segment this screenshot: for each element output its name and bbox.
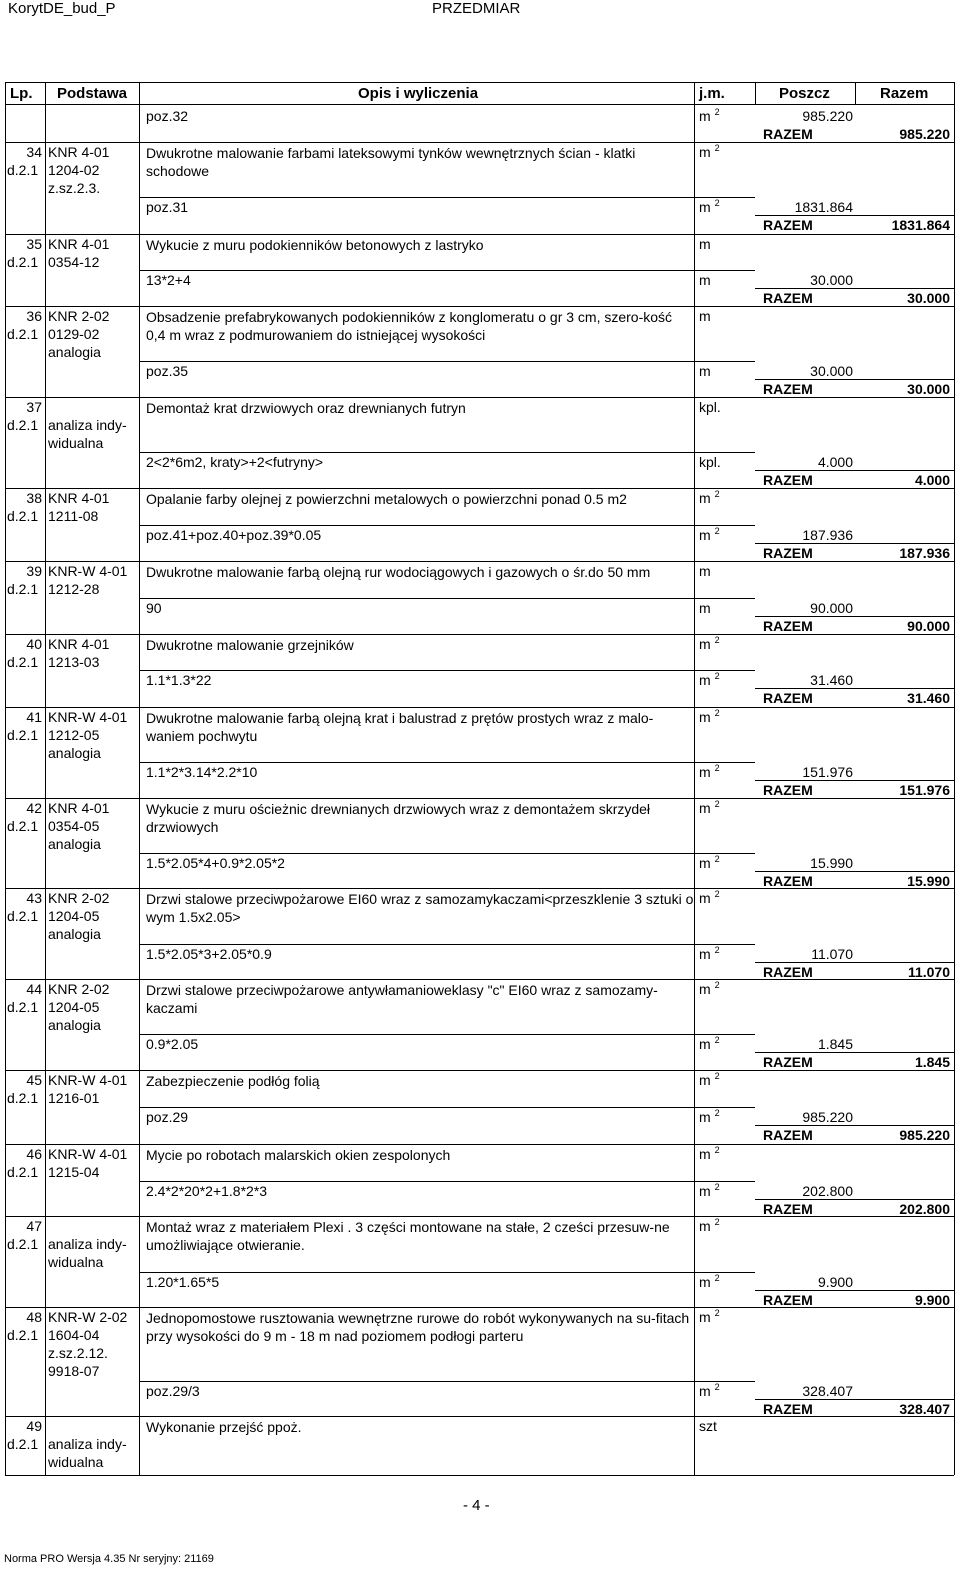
footer-serial: Norma PRO Wersja 4.35 Nr seryjny: 21169 (4, 1553, 214, 1565)
item-podstawa-line: 0354-05 (48, 818, 100, 834)
item-unit: m $^2$ (699, 980, 720, 997)
item-podstawa-line: analogia (48, 745, 101, 761)
item-poszcz: 202.800 (802, 1183, 853, 1199)
col-sep-5 (855, 82, 856, 104)
item-d: d.2.1 (7, 1164, 39, 1180)
item-calc: 13*2+4 (146, 272, 191, 288)
item-unit: m $^2$ (699, 143, 720, 160)
item-poszcz: 4.000 (817, 454, 853, 470)
item-lp: 43 (26, 890, 42, 906)
item-poszcz: 985.220 (802, 1109, 853, 1125)
item-razem: 985.220 (899, 1127, 950, 1143)
item-lp: 38 (26, 490, 42, 506)
item-description: Dwukrotne malowanie farbami lateksowymi tynków wewnętrznych ścian - klatki schodowe (146, 145, 636, 179)
item-podstawa-line: 0129-02 (48, 326, 100, 342)
item-podstawa-line: widualna (48, 435, 104, 451)
header-bottom-border (5, 104, 954, 105)
frame-right (954, 82, 955, 1475)
calc-line (139, 270, 755, 271)
calc-line (139, 1181, 755, 1182)
item-lp: 47 (26, 1218, 42, 1234)
item-razem-label: RAZEM (763, 1201, 813, 1217)
item-description: Wykonanie przejść ppoż. (146, 1419, 302, 1435)
col-lp: Lp. (10, 85, 33, 102)
item-calc-unit: m $^2$ (699, 671, 720, 688)
row-separator (5, 234, 954, 235)
item-unit: m $^2$ (699, 1217, 720, 1234)
item-description: Drzwi stalowe przeciwpożarowe antywłamanioweklasy "c" EI60 wraz z samozamy-kaczami (146, 982, 658, 1016)
item-podstawa-line: z.sz.2.12. (48, 1345, 108, 1361)
item-poszcz: 11.070 (811, 946, 853, 962)
item-razem-label: RAZEM (763, 782, 813, 798)
col-jm: j.m. (699, 85, 725, 102)
item-podstawa-line: 1204-05 (48, 908, 100, 924)
item-poszcz: 328.407 (802, 1383, 853, 1399)
item-d: d.2.1 (7, 326, 39, 342)
item-d: d.2.1 (7, 727, 39, 743)
item-calc: poz.29 (146, 1109, 189, 1125)
item-calc: 90 (146, 600, 162, 616)
item-podstawa-line: 1204-05 (48, 999, 100, 1015)
item-razem: 9.900 (914, 1292, 950, 1308)
row-separator (5, 707, 954, 708)
item-podstawa-line: analiza indy- (48, 1236, 127, 1252)
calc-line (139, 762, 755, 763)
item-razem-label: RAZEM (763, 1292, 813, 1308)
frame-left (5, 82, 6, 1475)
item-calc-unit: m (699, 272, 711, 288)
item-razem-label: RAZEM (763, 1054, 813, 1070)
item-razem-label: RAZEM (763, 545, 813, 561)
item-podstawa-line: 1204-02 (48, 162, 100, 178)
item-lp: 45 (26, 1072, 42, 1088)
document-type: PRZEDMIAR (432, 0, 521, 17)
item-podstawa-line: 1212-05 (48, 727, 100, 743)
item-unit: m $^2$ (699, 1308, 720, 1325)
item-unit: m (699, 308, 711, 324)
calc-line (139, 1034, 755, 1035)
item-podstawa-line: 1211-08 (48, 508, 99, 524)
item-description: Zabezpieczenie podłóg folią (146, 1073, 320, 1089)
col-poszcz: Poszcz (779, 85, 830, 102)
item-calc-unit: m (699, 600, 711, 616)
calc-line (139, 944, 755, 945)
item-d: d.2.1 (7, 1436, 39, 1452)
item-lp: 48 (26, 1309, 42, 1325)
item-podstawa-line: 1216-01 (48, 1090, 100, 1106)
item-podstawa-line: widualna (48, 1254, 104, 1270)
item-lp: 35 (26, 236, 42, 252)
item-razem: 30.000 (907, 290, 950, 306)
table-top-border (5, 82, 954, 83)
item-calc: 2.4*2*20*2+1.8*2*3 (146, 1183, 268, 1199)
item-razem: 90.000 (907, 618, 950, 634)
item-d: d.2.1 (7, 1090, 39, 1106)
item-poszcz: 1831.864 (794, 199, 853, 215)
item-calc-unit: m $^2$ (699, 1182, 720, 1199)
item-razem-label: RAZEM (763, 873, 813, 889)
item-poszcz: 15.990 (810, 855, 853, 871)
item-podstawa-line: 0354-12 (48, 254, 100, 270)
item-podstawa-line: 1604-04 (48, 1327, 100, 1343)
item-razem: 31.460 (907, 690, 950, 706)
item-podstawa-line: KNR 4-01 (48, 800, 110, 816)
item-razem-label: RAZEM (763, 217, 813, 233)
item-calc: 1.1*2*3.14*2.2*10 (146, 764, 258, 780)
calc-line (139, 1381, 755, 1382)
carryover-razem: 985.220 (899, 126, 950, 142)
item-calc: 1.5*2.05*4+0.9*2.05*2 (146, 855, 285, 871)
item-calc-unit: m $^2$ (699, 526, 720, 543)
calc-line (139, 452, 755, 453)
item-calc-unit: m (699, 363, 711, 379)
item-description: Dwukrotne malowanie grzejników (146, 637, 354, 653)
calc-line (139, 361, 755, 362)
item-d: d.2.1 (7, 818, 39, 834)
item-podstawa-line: analogia (48, 926, 101, 942)
calc-line (139, 197, 755, 198)
item-d: d.2.1 (7, 1236, 39, 1252)
item-description: Dwukrotne malowanie farbą olejną krat i balustrad z prętów prostych wraz z malo-waniem pochwytu (146, 710, 654, 744)
item-podstawa-line: KNR 4-01 (48, 636, 110, 652)
page-number: - 4 - (463, 1497, 490, 1514)
item-d: d.2.1 (7, 254, 39, 270)
item-description: Jednopomostowe rusztowania wewnętrzne rurowe do robót wykonywanych na su-fitach przy wysokości do 9 m - 18 m nad poziomem podłogi parteru (146, 1310, 690, 1344)
item-calc: 1.1*1.3*22 (146, 672, 212, 688)
item-d: d.2.1 (7, 508, 39, 524)
item-podstawa-line: analogia (48, 836, 101, 852)
item-podstawa-line: KNR 4-01 (48, 490, 110, 506)
carryover-razem-label: RAZEM (763, 126, 813, 142)
item-podstawa-line: KNR-W 4-01 (48, 1146, 128, 1162)
item-calc: poz.41+poz.40+poz.39*0.05 (146, 527, 322, 543)
item-razem-label: RAZEM (763, 1127, 813, 1143)
item-razem-label: RAZEM (763, 381, 813, 397)
item-d: d.2.1 (7, 162, 39, 178)
item-calc-unit: m $^2$ (699, 1035, 720, 1052)
item-razem-label: RAZEM (763, 290, 813, 306)
item-calc: poz.29/3 (146, 1383, 200, 1399)
item-razem: 151.976 (899, 782, 950, 798)
item-lp: 42 (26, 800, 42, 816)
item-podstawa-line: KNR-W 4-01 (48, 1072, 128, 1088)
item-lp: 39 (26, 563, 42, 579)
item-d: d.2.1 (7, 908, 39, 924)
item-unit: m $^2$ (699, 635, 720, 652)
item-razem-label: RAZEM (763, 690, 813, 706)
item-d: d.2.1 (7, 654, 39, 670)
item-lp: 36 (26, 308, 42, 324)
item-description: Montaż wraz z materiałem Plexi . 3 części montowane na stałe, 2 cześci przesuw-ne umożliwiające otwieranie. (146, 1219, 670, 1253)
item-razem: 30.000 (907, 381, 950, 397)
item-unit: m $^2$ (699, 799, 720, 816)
item-razem: 1831.864 (891, 217, 950, 233)
item-podstawa-line: KNR 2-02 (48, 981, 110, 997)
item-poszcz: 9.900 (817, 1274, 853, 1290)
row-separator (5, 1144, 954, 1145)
item-unit: m $^2$ (699, 1071, 720, 1088)
calc-line (139, 853, 755, 854)
item-calc: poz.35 (146, 363, 189, 379)
item-podstawa-line: KNR-W 4-01 (48, 563, 128, 579)
col-sep-2 (139, 82, 140, 1475)
item-lp: 34 (26, 144, 42, 160)
item-unit: szt (699, 1418, 717, 1434)
item-poszcz: 90.000 (810, 600, 853, 616)
item-podstawa-line: analiza indy- (48, 1436, 127, 1452)
item-d: d.2.1 (7, 999, 39, 1015)
item-razem: 328.407 (899, 1401, 950, 1417)
col-podstawa: Podstawa (57, 85, 128, 102)
item-description: Demontaż krat drzwiowych oraz drewnianych futryn (146, 400, 466, 416)
item-razem-label: RAZEM (763, 472, 813, 488)
item-podstawa-line: analogia (48, 1017, 101, 1033)
item-razem: 187.936 (899, 545, 950, 561)
item-podstawa-line: KNR 2-02 (48, 308, 110, 324)
item-lp: 40 (26, 636, 42, 652)
item-poszcz: 30.000 (810, 363, 853, 379)
item-unit: m $^2$ (699, 889, 720, 906)
item-razem-label: RAZEM (763, 618, 813, 634)
item-lp: 41 (26, 709, 42, 725)
col-sep-3 (694, 82, 695, 1475)
item-podstawa-line: analiza indy- (48, 417, 127, 433)
item-razem-label: RAZEM (763, 1401, 813, 1417)
item-calc-unit: kpl. (699, 454, 721, 470)
carryover-unit: m $^2$ (699, 107, 720, 124)
carryover-calc: poz.32 (146, 108, 189, 124)
item-unit: m $^2$ (699, 1145, 720, 1162)
carryover-poszcz: 985.220 (802, 108, 853, 124)
item-unit: kpl. (699, 399, 721, 415)
item-podstawa-line: 9918-07 (48, 1363, 100, 1379)
col-sep-4 (755, 82, 756, 104)
document-name: KorytDE_bud_P (8, 0, 116, 17)
item-lp: 49 (26, 1418, 42, 1434)
item-poszcz: 187.936 (802, 527, 853, 543)
col-opis: Opis i wyliczenia (358, 85, 479, 102)
item-razem: 1.845 (914, 1054, 950, 1070)
calc-line (139, 525, 755, 526)
item-unit: m (699, 236, 711, 252)
item-calc-unit: m $^2$ (699, 854, 720, 871)
item-description: Opalanie farby olejnej z powierzchni metalowych o powierzchni ponad 0.5 m2 (146, 491, 627, 507)
calc-line (139, 1272, 755, 1273)
item-podstawa-line: 1212-28 (48, 581, 100, 597)
item-unit: m (699, 563, 711, 579)
calc-line (139, 1107, 755, 1108)
item-poszcz: 1.845 (817, 1036, 853, 1052)
item-razem: 4.000 (914, 472, 950, 488)
item-razem-label: RAZEM (763, 964, 813, 980)
item-description: Obsadzenie prefabrykowanych podokienników z konglomeratu o gr 3 cm, szero-kość 0,4 m wraz z podmurowaniem do istniejącej wysokości (146, 309, 673, 343)
item-calc-unit: m $^2$ (699, 1382, 720, 1399)
table-bottom-border (5, 1475, 954, 1476)
item-podstawa-line: widualna (48, 1454, 104, 1470)
col-razem: Razem (880, 85, 929, 102)
item-podstawa-line: KNR 2-02 (48, 890, 110, 906)
item-podstawa-line: KNR 4-01 (48, 236, 110, 252)
item-poszcz: 30.000 (810, 272, 853, 288)
item-description: Mycie po robotach malarskich okien zespolonych (146, 1147, 451, 1163)
item-poszcz: 151.976 (802, 764, 853, 780)
item-podstawa-line: KNR-W 4-01 (48, 709, 128, 725)
item-description: Wykucie z muru podokienników betonowych z lastryko (146, 237, 484, 253)
item-calc-unit: m $^2$ (699, 198, 720, 215)
item-razem: 202.800 (899, 1201, 950, 1217)
item-unit: m $^2$ (699, 489, 720, 506)
item-lp: 46 (26, 1146, 42, 1162)
col-sep-1 (45, 82, 46, 1475)
item-calc-unit: m $^2$ (699, 945, 720, 962)
item-lp: 44 (26, 981, 42, 997)
item-calc: 2<2*6m2, kraty>+2<futryny> (146, 454, 324, 470)
calc-line (139, 598, 755, 599)
item-description: Wykucie z muru ościeżnic drewnianych drzwiowych wraz z demontażem skrzydeł drzwiowych (146, 801, 651, 835)
item-razem: 11.070 (907, 964, 950, 980)
item-podstawa-line: KNR-W 2-02 (48, 1309, 128, 1325)
item-calc: 0.9*2.05 (146, 1036, 199, 1052)
item-d: d.2.1 (7, 1327, 39, 1343)
item-razem: 15.990 (907, 873, 950, 889)
item-description: Dwukrotne malowanie farbą olejną rur wodociągowych i gazowych o śr.do 50 mm (146, 564, 651, 580)
item-calc-unit: m $^2$ (699, 1108, 720, 1125)
item-unit: m $^2$ (699, 708, 720, 725)
item-lp: 37 (26, 399, 42, 415)
item-poszcz: 31.460 (810, 672, 853, 688)
item-podstawa-line: analogia (48, 344, 101, 360)
item-calc-unit: m $^2$ (699, 1273, 720, 1290)
item-calc-unit: m $^2$ (699, 763, 720, 780)
item-description: Drzwi stalowe przeciwpożarowe EI60 wraz z samozamykaczami<przeszklenie 3 sztuki o wym 1.5x2.05> (146, 891, 694, 925)
item-podstawa-line: 1215-04 (48, 1164, 100, 1180)
item-podstawa-line: z.sz.2.3. (48, 180, 101, 196)
item-calc: 1.20*1.65*5 (146, 1274, 220, 1290)
item-podstawa-line: 1213-03 (48, 654, 100, 670)
calc-line (139, 670, 755, 671)
item-d: d.2.1 (7, 581, 39, 597)
item-calc: 1.5*2.05*3+2.05*0.9 (146, 946, 272, 962)
item-calc: poz.31 (146, 199, 189, 215)
item-podstawa-line: KNR 4-01 (48, 144, 110, 160)
item-d: d.2.1 (7, 417, 39, 433)
